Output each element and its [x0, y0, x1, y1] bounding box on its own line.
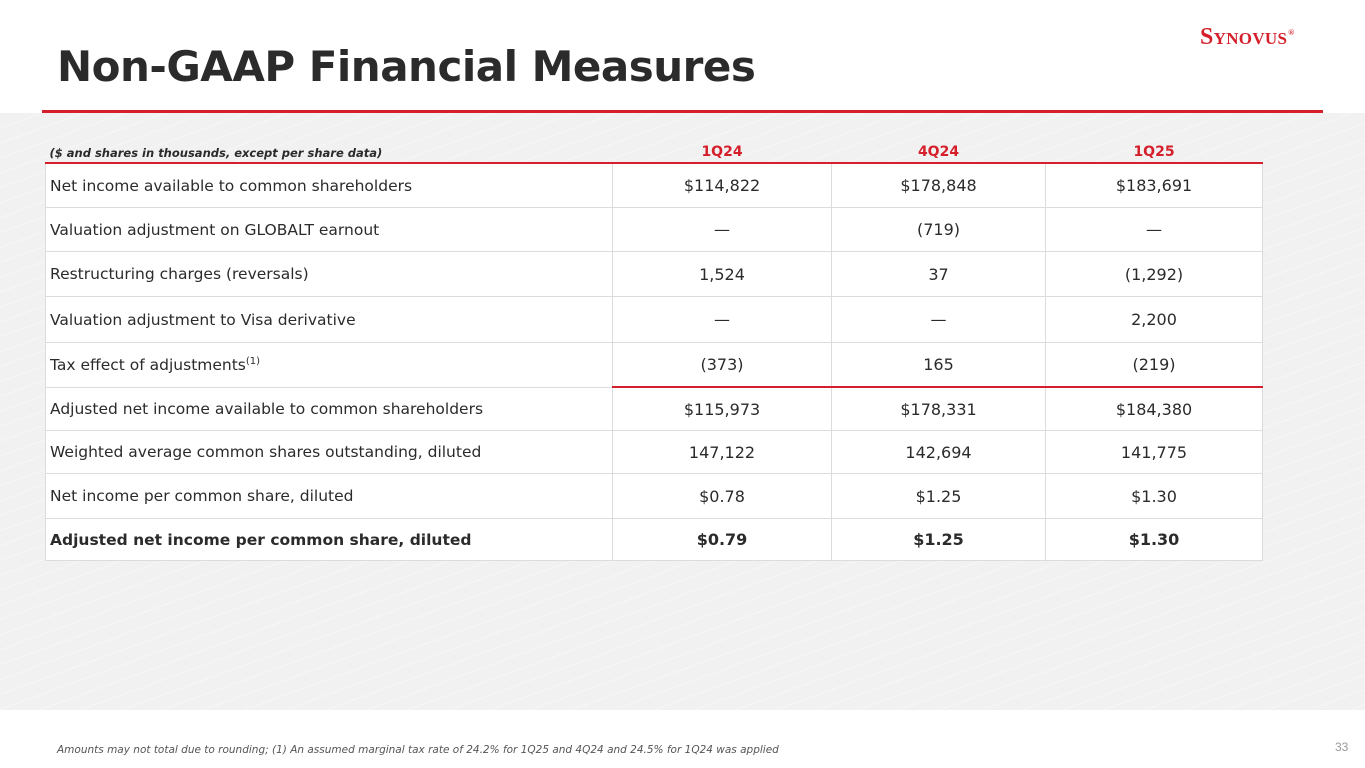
- footnote: Amounts may not total due to rounding; (1) An assumed marginal tax rate of 24.2% for 1Q25 and 4Q24 and 24.5% for 1Q24 was applied: [57, 744, 779, 756]
- cell-4q24: 165: [832, 343, 1046, 388]
- row-label: [46, 343, 613, 388]
- cell-1q24: 1,524: [613, 252, 832, 297]
- cell-1q24: $115,973: [613, 387, 832, 431]
- non-gaap-table-container: [45, 135, 1262, 561]
- page-number: 33: [1335, 740, 1349, 754]
- table-row: [46, 519, 1263, 561]
- slide-header: [0, 0, 1365, 112]
- table-row: [46, 252, 1263, 297]
- footnote-marker: (1): [245, 355, 261, 367]
- cell-1q25: 2,200: [1046, 297, 1263, 343]
- cell-4q24: $1.25: [832, 474, 1046, 519]
- cell-1q24: $0.79: [613, 519, 832, 561]
- row-label: Net income per common share, diluted: [46, 474, 613, 519]
- table-row: [46, 431, 1263, 474]
- table-row: [46, 297, 1263, 343]
- row-label: Valuation adjustment to Visa derivative: [46, 297, 613, 343]
- cell-1q24: $114,822: [613, 163, 832, 208]
- row-label: Adjusted net income per common share, diluted: [46, 519, 613, 561]
- cell-1q25: 141,775: [1046, 431, 1263, 474]
- synovus-logo: [1200, 24, 1295, 51]
- column-header-4q24: 4Q24: [832, 135, 1046, 163]
- cell-1q24: $0.78: [613, 474, 832, 519]
- cell-1q24: —: [613, 208, 832, 252]
- row-label: Net income available to common shareholders: [46, 163, 613, 208]
- page-title: Non-GAAP Financial Measures: [57, 42, 756, 91]
- cell-1q24: —: [613, 297, 832, 343]
- non-gaap-table: [45, 135, 1263, 561]
- cell-1q24: (373): [613, 343, 832, 388]
- cell-1q25: (219): [1046, 343, 1263, 388]
- table-header-row: [46, 135, 1263, 163]
- table-row: [46, 343, 1263, 388]
- table-row: [46, 163, 1263, 208]
- cell-4q24: 142,694: [832, 431, 1046, 474]
- row-label: Weighted average common shares outstanding, diluted: [46, 431, 613, 474]
- cell-4q24: $1.25: [832, 519, 1046, 561]
- column-header-1q25: 1Q25: [1046, 135, 1263, 163]
- table-row: [46, 208, 1263, 252]
- cell-4q24: 37: [832, 252, 1046, 297]
- cell-4q24: —: [832, 297, 1046, 343]
- cell-1q25: $1.30: [1046, 519, 1263, 561]
- table-row: [46, 474, 1263, 519]
- cell-4q24: $178,848: [832, 163, 1046, 208]
- units-note: ($ and shares in thousands, except per share data): [46, 135, 613, 163]
- cell-1q25: $184,380: [1046, 387, 1263, 431]
- column-header-1q24: 1Q24: [613, 135, 832, 163]
- cell-1q25: —: [1046, 208, 1263, 252]
- cell-4q24: (719): [832, 208, 1046, 252]
- cell-1q25: (1,292): [1046, 252, 1263, 297]
- registered-mark: ®: [1288, 28, 1295, 37]
- cell-1q24: 147,122: [613, 431, 832, 474]
- row-label: Restructuring charges (reversals): [46, 252, 613, 297]
- row-label: Adjusted net income available to common shareholders: [46, 387, 613, 431]
- cell-1q25: $1.30: [1046, 474, 1263, 519]
- row-label: Valuation adjustment on GLOBALT earnout: [46, 208, 613, 252]
- cell-1q25: $183,691: [1046, 163, 1263, 208]
- logo-text: Synovus: [1200, 24, 1288, 50]
- cell-4q24: $178,331: [832, 387, 1046, 431]
- row-label-text: Tax effect of adjustments: [50, 355, 246, 374]
- table-row: [46, 387, 1263, 431]
